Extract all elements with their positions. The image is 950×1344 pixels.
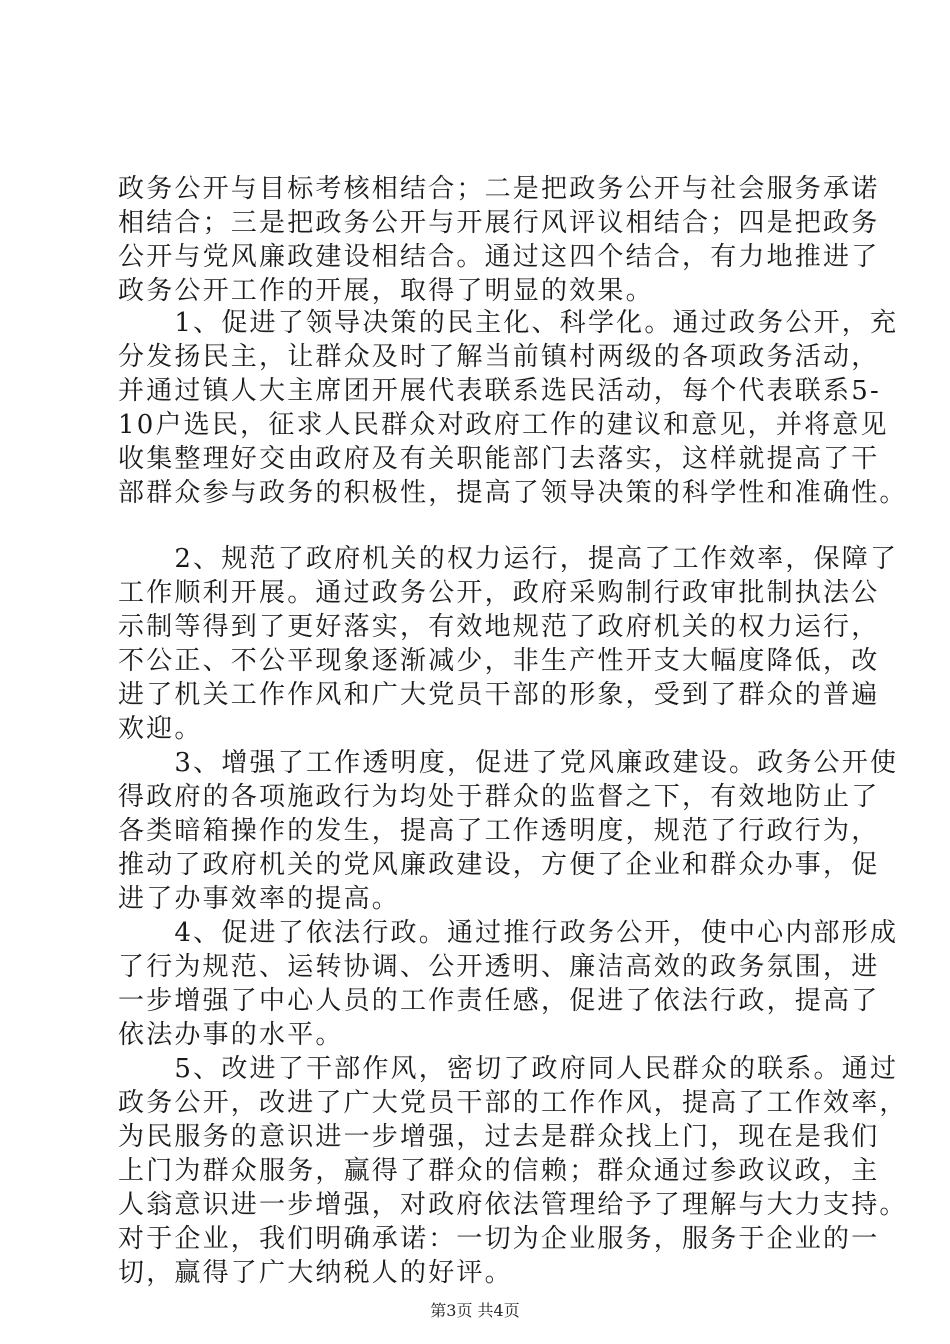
text-line: 3、增强了工作透明度，促进了党风廉政建设。政务公开使 [118,748,899,778]
text-line: 对于企业，我们明确承诺：一切为企业服务，服务于企业的一 [118,1224,880,1254]
text-line: 一步增强了中心人员的工作责任感，促进了依法行政，提高了 [118,986,880,1016]
text-line: 了行为规范、运转协调、公开透明、廉洁高效的政务氛围，进 [118,952,880,982]
text-line: 各类暗箱操作的发生，提高了工作透明度，规范了行政行为， [118,816,880,846]
text-line: 切，赢得了广大纳税人的好评。 [118,1258,513,1288]
text-line: 欢迎。 [118,714,203,744]
text-line: 得政府的各项施政行为均处于群众的监督之下，有效地防止了 [118,782,880,812]
page-number-label: 第3页 共4页 [430,1301,520,1320]
text-line: 进了机关工作作风和广大党员干部的形象，受到了群众的普遍 [118,680,880,710]
text-line: 上门为群众服务，赢得了群众的信赖；群众通过参政议政，主 [118,1156,880,1186]
text-line: 分发扬民主，让群众及时了解当前镇村两级的各项政务活动， [118,342,880,372]
text-line: 工作顺利开展。通过政务公开，政府采购制行政审批制执法公 [118,578,880,608]
text-line: 政务公开工作的开展，取得了明显的效果。 [118,276,654,306]
text-line: 示制等得到了更好落实，有效地规范了政府机关的权力运行， [118,612,880,642]
text-line: 推动了政府机关的党风廉政建设，方便了企业和群众办事，促 [118,850,880,880]
text-line: 2、规范了政府机关的权力运行，提高了工作效率，保障了 [118,544,899,574]
text-line: 进了办事效率的提高。 [118,884,401,914]
text-line: 人翁意识进一步增强，对政府依法管理给予了理解与大力支持。 [118,1190,908,1220]
page-footer [0,1300,950,1322]
text-line: 5、改进了干部作风，密切了政府同人民群众的联系。通过 [118,1054,899,1084]
text-line: 部群众参与政务的积极性，提高了领导决策的科学性和准确性。 [118,478,908,508]
text-line: 10户选民，征求人民群众对政府工作的建议和意见，并将意见 [118,410,889,440]
text-line: 收集整理好交由政府及有关职能部门去落实，这样就提高了干 [118,444,880,474]
text-line: 政务公开与目标考核相结合；二是把政务公开与社会服务承诺 [118,174,880,204]
text-line: 政务公开，改进了广大党员干部的工作作风，提高了工作效率， [118,1088,908,1118]
text-line: 并通过镇人大主席团开展代表联系选民活动，每个代表联系5- [118,376,881,406]
text-line: 公开与党风廉政建设相结合。通过这四个结合，有力地推进了 [118,242,880,272]
text-line: 不公正、不公平现象逐渐减少，非生产性开支大幅度降低，改 [118,646,880,676]
text-line: 为民服务的意识进一步增强，过去是群众找上门，现在是我们 [118,1122,880,1152]
text-line: 4、促进了依法行政。通过推行政务公开，使中心内部形成 [118,918,899,948]
text-line: 依法办事的水平。 [118,1020,344,1050]
text-line: 相结合；三是把政务公开与开展行风评议相结合；四是把政务 [118,208,880,238]
text-line: 1、促进了领导决策的民主化、科学化。通过政务公开，充 [118,308,899,338]
